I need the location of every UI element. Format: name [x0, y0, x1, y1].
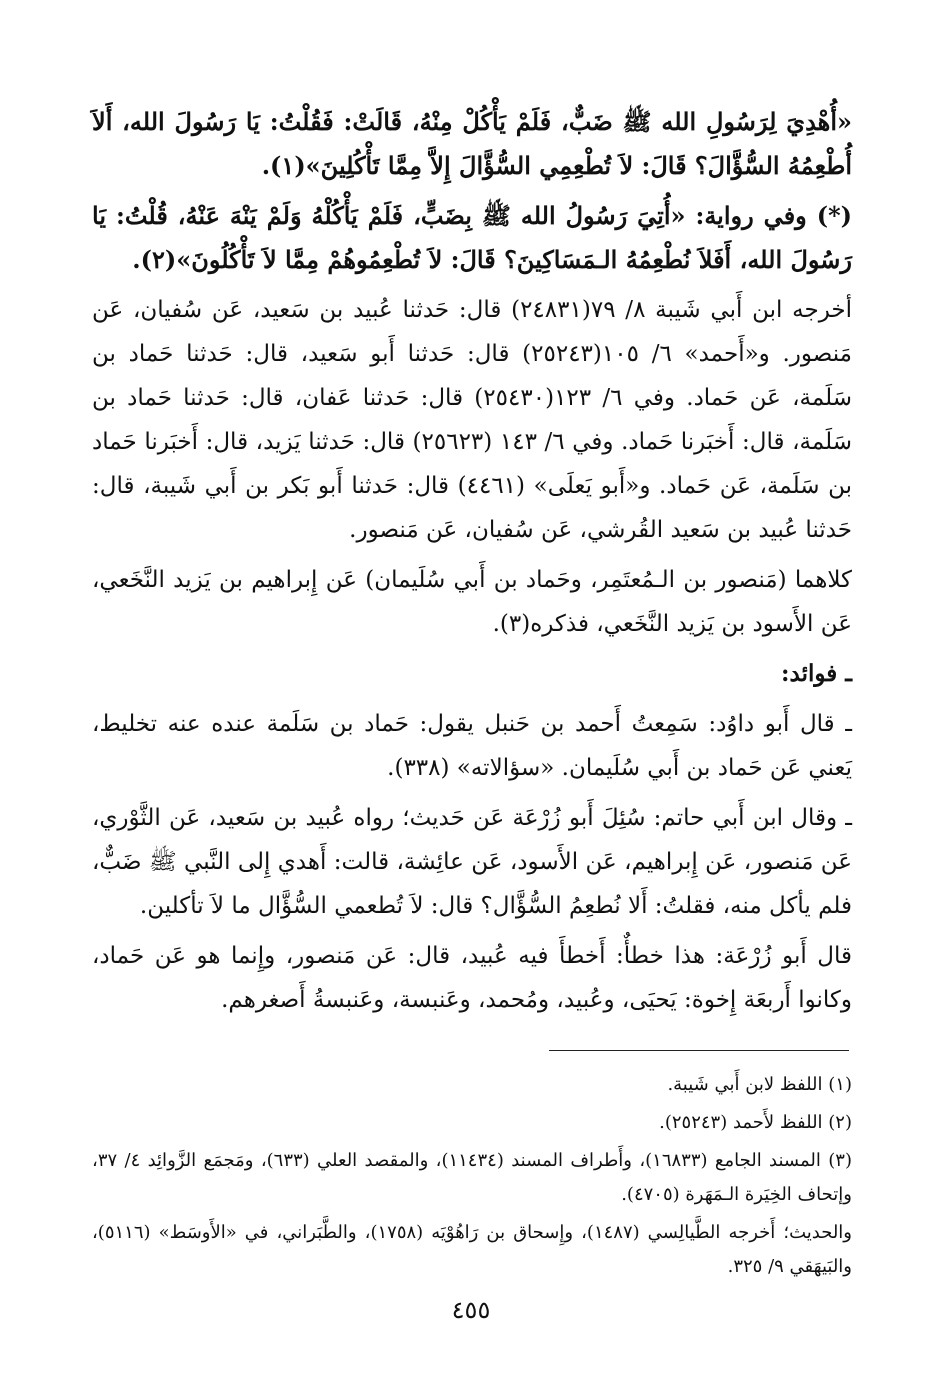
footnote-divider [549, 1050, 849, 1051]
footnote-3: (٣) المسند الجامع (١٦٨٣٣)، وأَطراف المسند (١١٤٣٤)، والمقصد العلي (٦٣٣)، ومَجمَع الزَّوائِد ٤/ ٣٧، وإتحاف الخِيَرة الـمَهَرة (٤٧٠٥). [92, 1150, 852, 1205]
footnote-3-continued: والحديث؛ أَخرجه الطَّيالِسي (١٤٨٧)، وإِسحاق بن رَاهُوْيَه (١٧٥٨)، والطَّبَراني، في «الأَوسَط» (٥١١٦)، والبَيهَقي ٩/ ٣٢٥. [92, 1222, 852, 1277]
main-text [92, 100, 852, 1022]
hadith-variant-text: (*) وفي رواية: «أُتِيَ رَسُولُ الله ﷺ بِضَبٍّ، فَلَمْ يَأْكُلْهُ وَلَمْ يَنْهَ عَنْهُ، قُلْتُ: يَا رَسُولَ الله، أَفَلاَ نُطْعِمُهُ الـمَسَاكِينَ؟ قَالَ: لاَ تُطْعِمُوهُمْ مِمَّا لاَ تَأْكُلُونَ»(٢). [92, 201, 852, 274]
benefit-abu-zurah: قال أَبو زُرْعَة: هذا خطأٌ: أَخطأَ فيه عُبيد، قال: عَن مَنصور، وإِنما هو عَن حَماد، وكانوا أَربعَة إِخوة: يَحيَى، وعُبيد، ومُحمد، وعَنبسة، وعَنبسةُ أَصغرهم. [92, 943, 852, 1013]
page-number: ٤٥٥ [451, 1296, 491, 1324]
footnote-2: (٢) اللفظ لأَحمد (٢٥٢٤٣). [659, 1112, 852, 1133]
page-body [92, 100, 852, 1028]
benefits-heading: ـ فوائد: [781, 660, 852, 687]
footnote-1: (١) اللفظ لابن أَبي شَيبة. [667, 1074, 852, 1095]
hadith-text: «أُهْدِيَ لِرَسُولِ الله ﷺ ضَبٌّ، فَلَمْ يَأْكُلْ مِنْهُ، قَالَتْ: فَقُلْتُ: يَا رَسُولَ الله، أَلاَ أُطْعِمُهُ السُّؤَّالَ؟ قَالَ: لاَ تُطْعِمِي السُّؤَّالَ إِلاَّ مِمَّا تَأْكُلِينَ»(١). [92, 107, 852, 180]
chain-paragraph: كلاهما (مَنصور بن الـمُعتَمِر، وحَماد بن أَبي سُلَيمان) عَن إِبراهيم بن يَزيد النَّخَعي، عَن الأَسود بن يَزيد النَّخَعي، فذكره(٣). [92, 567, 852, 637]
benefit-ibn-abi-hatim: ـ وقال ابن أَبي حاتم: سُئِلَ أَبو زُرْعَة عَن حَديث؛ رواه عُبيد بن سَعيد، عَن الثَّوْري، عَن مَنصور، عَن إِبراهيم، عَن الأَسود، عَن عائِشة، قالت: أَهدي إِلى النَّبي ﷺ ضَبٌّ، فلم يأكل منه، فقلتُ: أَلا نُطعِمُ السُّؤَّال؟ قال: لاَ تُطعمي السُّؤَّال ما لاَ تأكلين. [92, 805, 852, 919]
footnotes [92, 1068, 852, 1288]
takhrij-paragraph: أخرجه ابن أَبي شَيبة ٨/ ٧٩(٢٤٨٣١) قال: حَدثنا عُبيد بن سَعيد، عَن سُفيان، عَن مَنصور. و«أَحمد» ٦/ ١٠٥(٢٥٢٤٣) قال: حَدثنا أَبو سَعيد، قال: حَدثنا حَماد بن سَلَمة، عَن حَماد. وفي ٦/ ١٢٣(٢٥٤٣٠) قال: حَدثنا عَفان، قال: حَدثنا حَماد بن سَلَمة، قال: أَخبَرنا حَماد. وفي ٦/ ١٤٣ (٢٥٦٢٣) قال: حَدثنا يَزيد، قال: أَخبَرنا حَماد بن سَلَمة، عَن حَماد. و«أَبو يَعلَى» (٤٤٦١) قال: حَدثنا أَبو بَكر بن أَبي شَيبة، قال: حَدثنا عُبيد بن سَعيد القُرشي، عَن سُفيان، عَن مَنصور. [92, 297, 853, 543]
benefit-abu-dawud: ـ قال أَبو داوُد: سَمِعتُ أَحمد بن حَنبل يقول: حَماد بن سَلَمة عنده عنه تخليط، يَعني عَن حَماد بن أَبي سُلَيمان. «سؤالاته» (٣٣٨). [92, 711, 852, 781]
